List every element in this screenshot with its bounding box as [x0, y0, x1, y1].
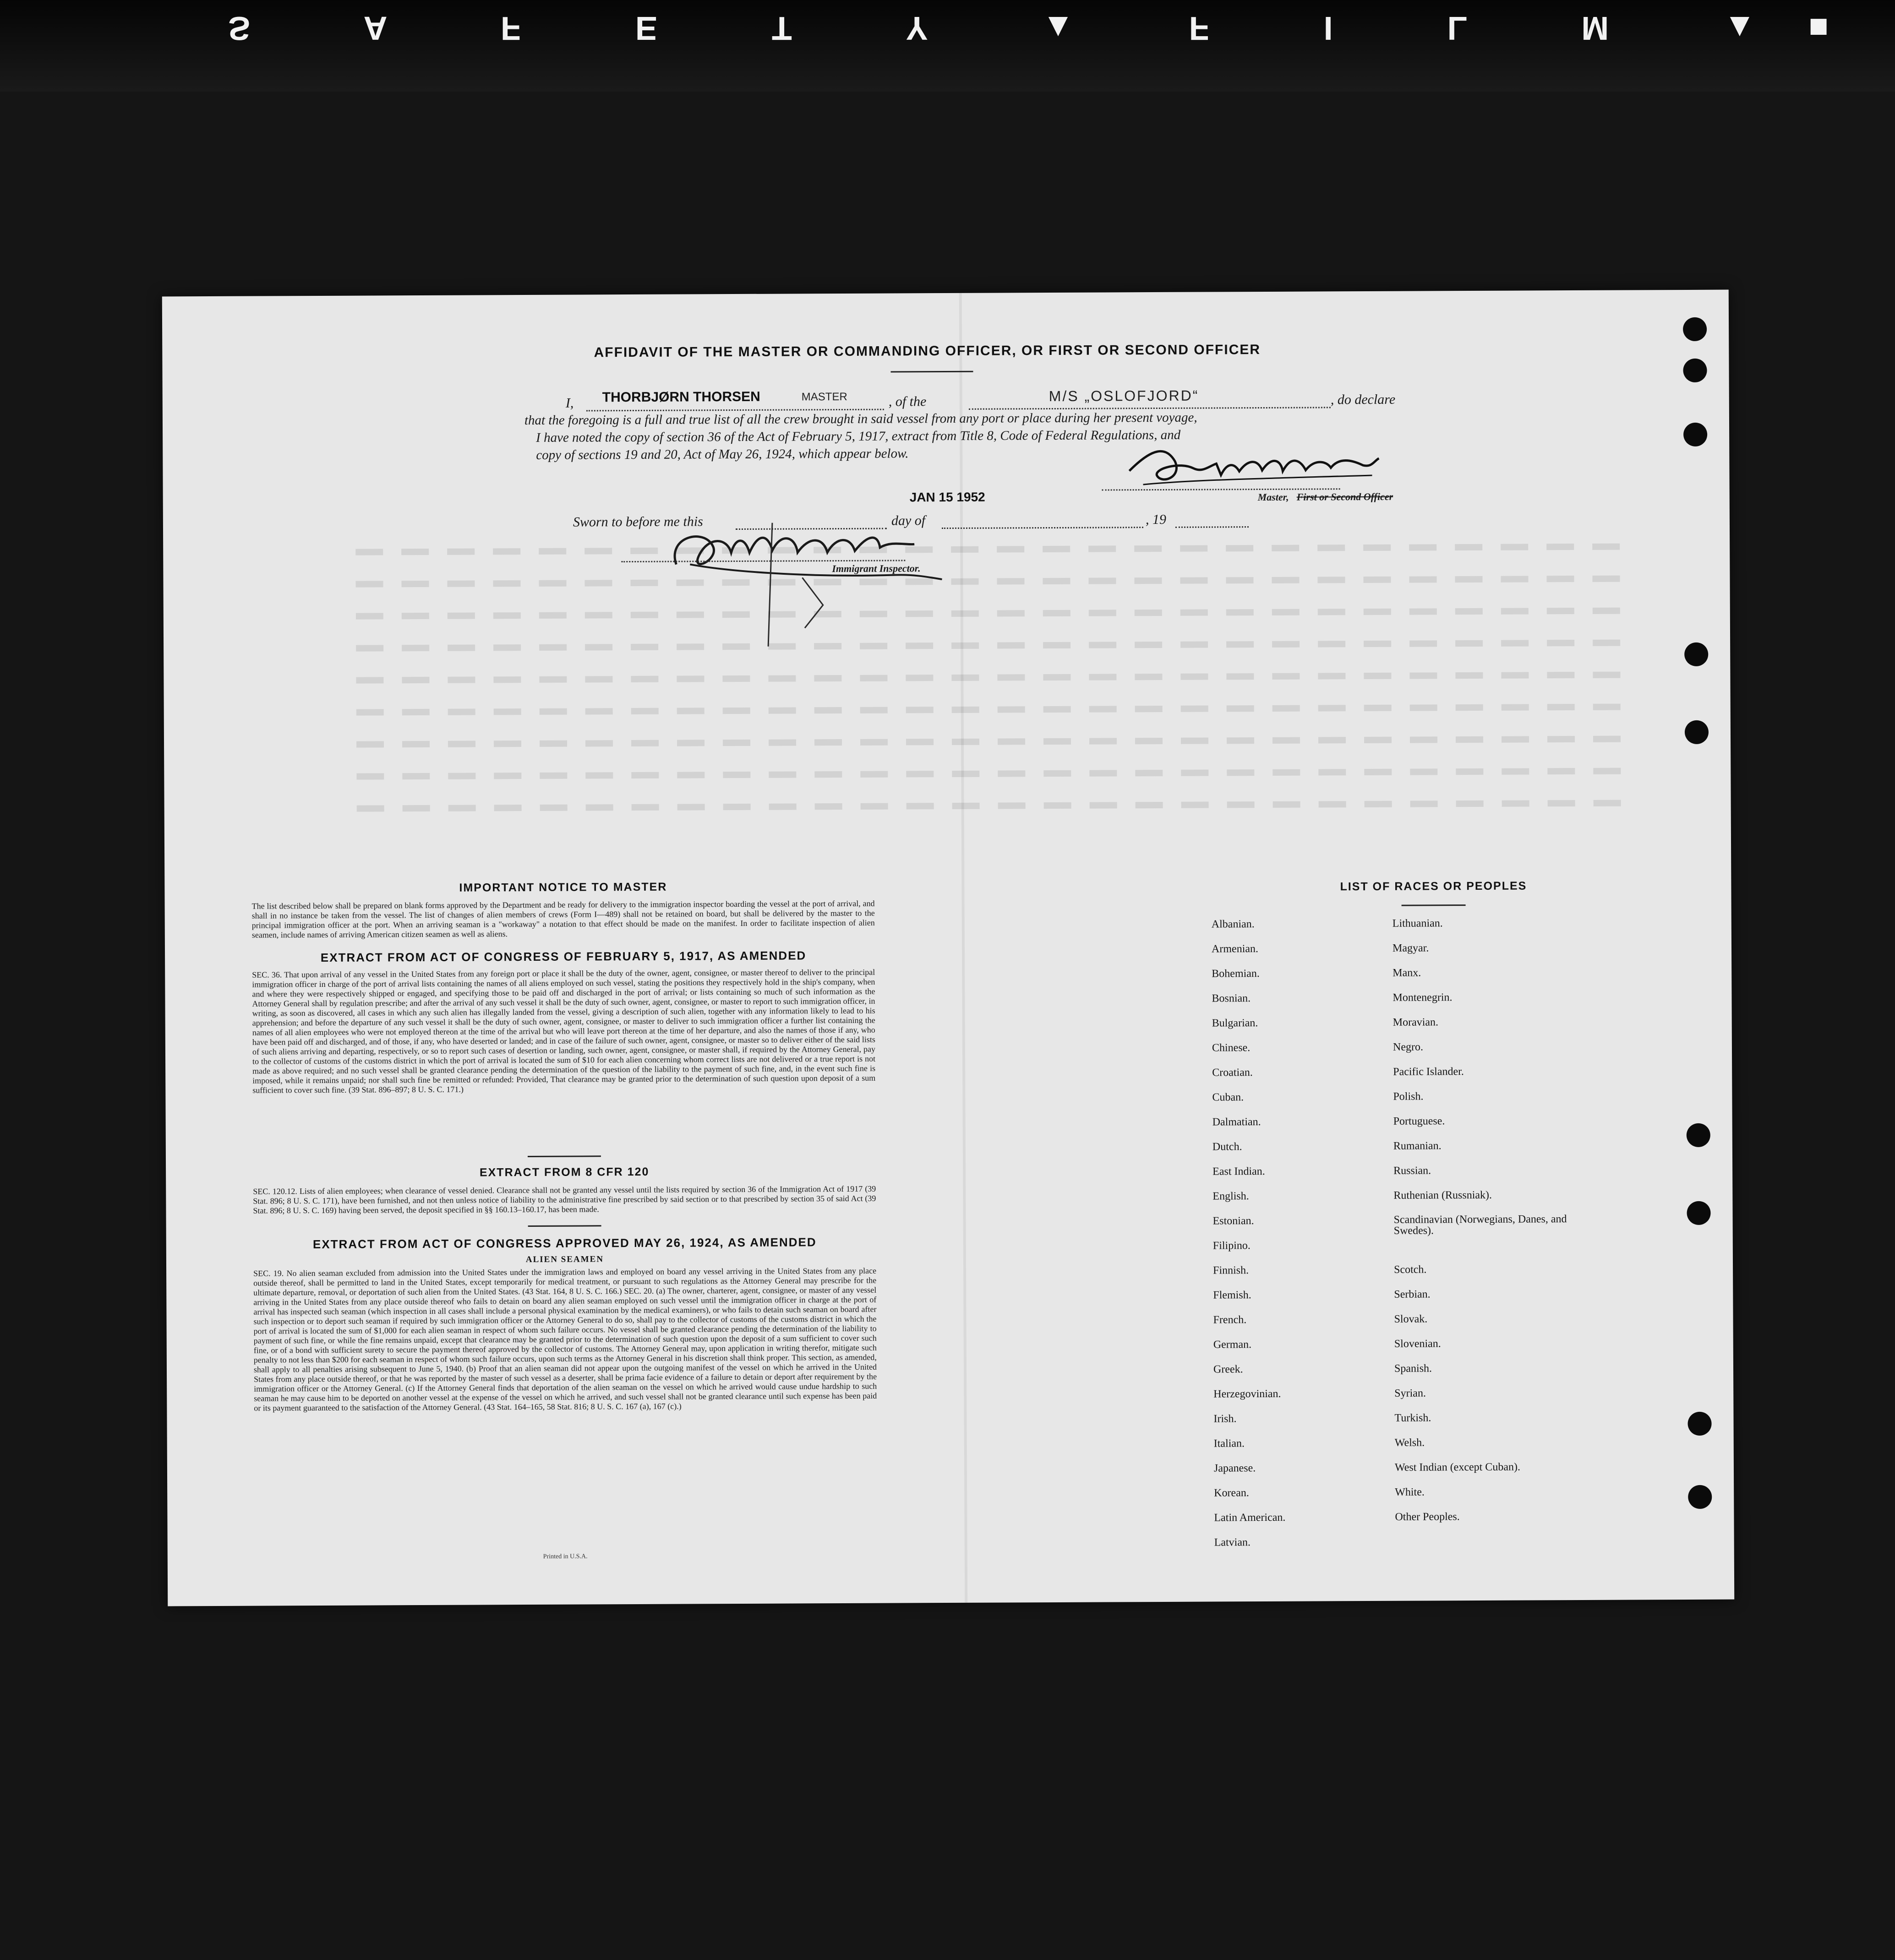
extract-1924-text: SEC. 19. No alien seaman excluded from admission into the United States under the immigration laws and employed on board any vessel arriving in the United States from any place outside thereof, shall be permitted to land in the United States, except temporarily for medical treatment, or pursuant to such regulations as the Attorney General may prescribe for the ultimate departure, removal, or deportation of such alien from the United States. (43 Stat. 164, 8 U. S. C. 166.) SEC. 20. (a) The owner, charterer, agent, consignee, or master of any vessel arriving in the United States from any place outside thereof who fails to detain on board any alien seaman employed on such vessel until the immigration officer in charge at the port of arrival has inspected such seaman (which inspection in all cases shall include a personal physical examination by the medical examiners), or who fails to detain such seaman on board after such inspection or to deport such seaman if required by such immigration officer or the Attorney General to do so, shall pay to the collector of customs of the customs district in which the port of arrival is located the sum of $1,000 for each alien seaman in respect of whom such failure occurs. No vessel shall be granted clearance pending the determination of the liability to payment of such fine, or while the fine remains unpaid, except that clearance may be granted prior to the determination of such question upon the deposit of a sum sufficient to cover such fine, or of a bond with sufficient surety to secure the payment thereof approved by the collector of customs. The Attorney General may, upon application in writing therefor, mitigate such penalty to not less than $200 for each seaman in respect of whom such failure occurs, upon such terms as the Attorney General in his discretion shall think proper. This section, as amended, shall apply to all penalties arising subsequent to June 5, 1940. (b) Proof that an alien seaman did not appear upon the outgoing manifest of the vessel on which he arrived in the United States from any place outside thereof, or that he was reported by the master of such vessel as a deserter, shall be prima facie evidence of a failure to detain or deport after requirement by the immigration officer or the Attorney General. (c) If the Attorney General finds that deportation of the alien seaman on the vessel on which he arrived would cause undue hardship to such seaman he may cause him to be deported on another vessel at the expense of the vessel on which he arrived, and such vessel shall not be granted clearance until such expense has been paid or its payment guaranteed to the satisfaction of the Attorney General. (43 Stat. 164–165, 58 Stat. 816; 8 U. S. C. 167 (a), 167 (c).) [253, 1266, 877, 1413]
race-item: Herzegovinian. [1213, 1388, 1281, 1400]
section-rule [528, 1225, 601, 1227]
race-item: Magyar. [1392, 942, 1429, 954]
sworn-year-line [1175, 526, 1249, 528]
master-rank: MASTER [801, 390, 847, 403]
race-item: Turkish. [1394, 1412, 1431, 1424]
race-item: Italian. [1213, 1437, 1245, 1450]
race-item: Slovenian. [1394, 1338, 1441, 1350]
punch-hole [1687, 1123, 1710, 1147]
race-item: Cuban. [1212, 1091, 1244, 1104]
film-edge-label: S A F E T Y ▲ F I L M ▲■ [228, 10, 1881, 46]
race-item: Moravian. [1393, 1016, 1439, 1029]
bleed-through-lines [355, 537, 1639, 863]
race-item: English. [1212, 1190, 1249, 1203]
race-item: Welsh. [1394, 1437, 1425, 1449]
race-item: Filipino. [1212, 1240, 1251, 1252]
notice-heading: IMPORTANT NOTICE TO MASTER [459, 880, 667, 894]
punch-hole [1687, 1412, 1711, 1436]
master-name: THORBJØRN THORSEN [602, 389, 760, 405]
affidavit-body-line1: that the foregoing is a full and true list of all the crew brought in said vessel from any port or place during her present voyage, [524, 410, 1197, 428]
race-item: Latvian. [1214, 1536, 1251, 1549]
race-item: Croatian. [1212, 1067, 1253, 1079]
year-prefix: , 19 [1145, 512, 1166, 528]
race-item: French. [1213, 1314, 1247, 1326]
punch-hole [1684, 642, 1708, 666]
extract-cfr-heading: EXTRACT FROM 8 CFR 120 [479, 1165, 650, 1179]
film-edge [0, 0, 1895, 92]
race-item: Polish. [1393, 1090, 1424, 1103]
race-item: Russian. [1393, 1165, 1431, 1177]
section-rule [528, 1155, 601, 1157]
do-declare-text: , do declare [1330, 392, 1396, 408]
document-page [162, 290, 1734, 1606]
of-the-text: , of the [888, 394, 927, 409]
day-of-label: day of [891, 513, 926, 528]
date-stamp: JAN 15 1952 [909, 490, 985, 505]
race-item: Montenegrin. [1393, 991, 1453, 1004]
master-caption: Master, [1257, 491, 1289, 503]
race-item: Dalmatian. [1212, 1116, 1261, 1128]
affidavit-title: AFFIDAVIT OF THE MASTER OR COMMANDING OFFICER, OR FIRST OR SECOND OFFICER [594, 342, 1261, 360]
punch-hole [1683, 359, 1707, 382]
name-line [586, 409, 884, 412]
sworn-month-line [942, 527, 1143, 529]
extract-1917-heading: EXTRACT FROM ACT OF CONGRESS OF FEBRUARY 5, 1917, AS AMENDED [320, 948, 807, 964]
vessel-name: M/S „OSLOFJORD“ [1049, 387, 1199, 405]
race-item: Manx. [1393, 967, 1421, 979]
vessel-line [969, 407, 1331, 409]
affidavit-prefix: I, [565, 395, 574, 411]
race-item: Negro. [1393, 1041, 1423, 1053]
punch-hole [1688, 1485, 1712, 1509]
race-item: German. [1213, 1339, 1252, 1351]
extract-1924-subheading: ALIEN SEAMEN [525, 1254, 604, 1265]
race-item: Armenian. [1211, 943, 1259, 955]
extract-cfr-text: SEC. 120.12. Lists of alien employees; when clearance of vessel denied. Clearance shall not be granted any vessel until the lists required by section 36 of the Immigration Act of 1917 (39 Stat. 896; 8 U. S. C. 171), have been furnished, and not then unless notice of liability to the administrative fine prescribed by said section or to that prescribed by section 35 of said Act (39 Stat. 896; 8 U. S. C. 169) having been served, the deposit specified in §§ 160.13–160.17, has been made. [253, 1184, 876, 1215]
races-rule [1402, 904, 1466, 906]
race-item: Albanian. [1211, 918, 1255, 931]
races-heading: LIST OF RACES OR PEOPLES [1340, 879, 1527, 893]
race-item: Scandinavian (Norwegians, Danes, and Swedes). [1393, 1213, 1567, 1237]
race-item: Flemish. [1213, 1289, 1251, 1301]
race-item: Dutch. [1212, 1141, 1242, 1153]
master-signature [1125, 442, 1381, 494]
race-item: Spanish. [1394, 1362, 1432, 1375]
race-item: Portuguese. [1393, 1115, 1445, 1127]
notice-text: The list described below shall be prepared on blank forms approved by the Department and be ready for delivery to the immigration inspector boarding the vessel at the port of arrival, and shall in no instance be taken from the vessel. The list of changes of alien members of crews (Form I—489) shall not be retained on board, but shall be delivered by the master to the principal immigration officer at the port. When an arriving seaman is a "workaway" a notation to that effect should be made on the manifest. In order to facilitate inspection of alien seamen, include names of arriving American citizen seamen as well as aliens. [251, 898, 875, 940]
race-item: Bulgarian. [1212, 1017, 1258, 1029]
race-item: Bosnian. [1212, 992, 1251, 1005]
printed-in-label: Printed in U.S.A. [543, 1553, 588, 1560]
race-item: Ruthenian (Russniak). [1393, 1189, 1492, 1202]
race-item: Chinese. [1212, 1042, 1251, 1054]
sworn-label: Sworn to before me this [573, 514, 703, 530]
race-item: Serbian. [1394, 1288, 1431, 1301]
extract-1924-heading: EXTRACT FROM ACT OF CONGRESS APPROVED MAY 26, 1924, AS AMENDED [312, 1235, 817, 1252]
race-item: Finnish. [1213, 1264, 1249, 1277]
race-item: White. [1395, 1486, 1425, 1498]
inspector-signature [621, 508, 951, 652]
race-item: Rumanian. [1393, 1140, 1442, 1152]
race-item: Slovak. [1394, 1313, 1428, 1325]
punch-hole [1685, 720, 1709, 744]
bleed-through-text [355, 537, 1639, 863]
extract-1917-text: SEC. 36. That upon arrival of any vessel in the United States from any foreign port or place it shall be the duty of the owner, agent, consignee, or master thereof to deliver to the principal immigration officer in charge of the port of arrival lists containing the names of all aliens employed on such vessel, stating the positions they respectively hold in the ship's company, when and where they were respectively shipped or engaged, and specifying those to be paid off and discharged in the port of arrival; or lists containing so much of such information as the Attorney General shall by regulation prescribe; and after the arrival of any such vessel it shall be the duty of such owner, agent, consignee, or master to report to such immigration officer, in writing, as soon as discovered, all cases in which any such alien has illegally landed from the vessel, giving a description of such alien, together with any information likely to lead to his apprehension; and before the departure of any such vessel it shall be the duty of such owner, agent, consignee, or master to deliver to such immigration officer a further list containing the names of all alien employees who were not employed thereon at the time of the arrival but who will leave port thereon at the time of her departure, and also the names of those if any, who have been paid off and discharged, and of those, if any, who have deserted or landed; and in case of the failure of such owner, agent, consignee, or master so to deliver either of the said lists of such aliens arriving and departing, respectively, or so to report such cases of desertion or landing, such owner, agent, consignee, or master shall, if required by the Attorney General, pay to the collector of customs of the customs district in which the port of arrival is located the sum of $10 for each alien concerning whom correct lists are not delivered or a true report is not made as above required; and no such vessel shall be granted clearance pending the determination of the question of the liability to the payment of such fine, and, in the event such fine is imposed, while it remains unpaid; nor shall such fine be remitted or refunded: Provided, That clearance may be granted prior to the determination of such question upon deposit of a sum sufficient to cover such fine. (39 Stat. 896–897; 8 U. S. C. 171.) [252, 967, 876, 1095]
race-item: East Indian. [1212, 1165, 1265, 1178]
race-item: Syrian. [1394, 1387, 1426, 1399]
punch-hole [1687, 1201, 1710, 1225]
race-item: Other Peoples. [1395, 1511, 1460, 1523]
punch-hole [1683, 423, 1707, 446]
race-item: Pacific Islander. [1393, 1066, 1464, 1078]
race-item: Korean. [1214, 1487, 1249, 1499]
race-item: Greek. [1213, 1363, 1243, 1376]
race-item: Irish. [1213, 1413, 1237, 1425]
race-item: Japanese. [1213, 1462, 1256, 1475]
race-item: West Indian (except Cuban). [1394, 1461, 1520, 1474]
affidavit-body-line3: copy of sections 19 and 20, Act of May 26, 1924, which appear below. [536, 446, 909, 463]
inspector-caption: Immigrant Inspector. [832, 562, 921, 575]
punch-hole [1683, 317, 1707, 341]
struck-officer-caption: First or Second Officer [1296, 490, 1393, 503]
race-item: Bohemian. [1212, 968, 1260, 980]
race-item: Latin American. [1214, 1511, 1286, 1524]
race-item: Lithuanian. [1392, 917, 1443, 930]
race-item: Estonian. [1212, 1215, 1254, 1227]
affidavit-body-line2: I have noted the copy of section 36 of the Act of February 5, 1917, extract from Title 8, Code of Federal Regulations, and [536, 427, 1181, 445]
race-item: Scotch. [1394, 1263, 1427, 1276]
